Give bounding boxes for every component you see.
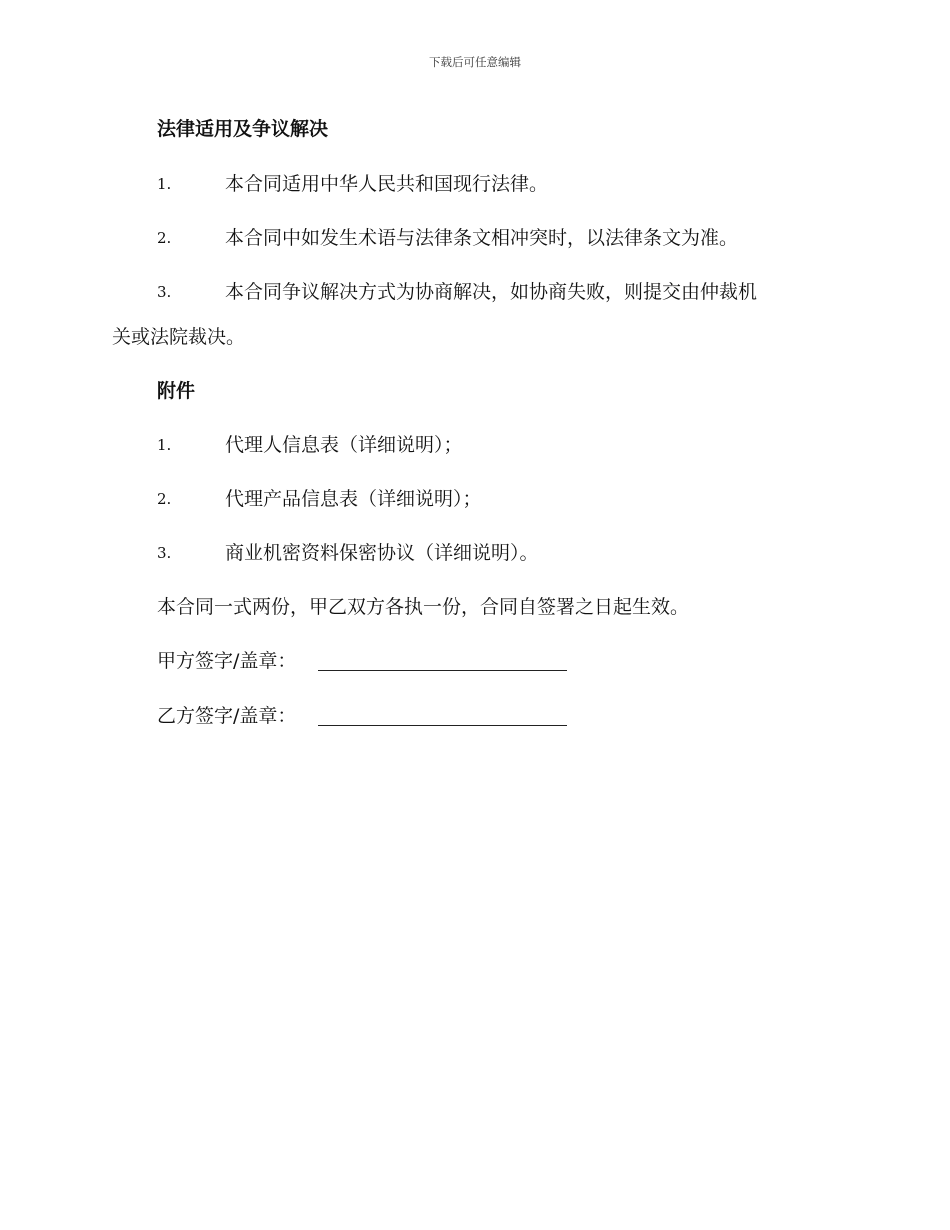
signature-line-party-a xyxy=(157,647,657,675)
list-item-text: 商业机密资料保密协议（详细说明）。 xyxy=(225,542,539,564)
list-item-text: 代理人信息表（详细说明）； xyxy=(225,434,463,456)
section-heading-attachments: 附件 xyxy=(157,380,196,402)
list-number: 2. xyxy=(157,229,172,247)
list-item-text: 代理产品信息表（详细说明）； xyxy=(225,488,482,510)
attachment-item-3 xyxy=(157,539,847,567)
signature-blank xyxy=(318,725,567,726)
list-item-text: 本合同中如发生术语与法律条文相冲突时，以法律条文为准。 xyxy=(225,227,739,249)
signature-blank xyxy=(318,670,567,671)
signature-label: 甲方签字/盖章： xyxy=(157,650,297,672)
list-number: 1. xyxy=(157,436,172,454)
header-note: 下载后可任意编辑 xyxy=(429,55,521,69)
signature-line-party-b xyxy=(157,702,657,730)
attachment-item-1 xyxy=(157,431,847,459)
list-item-text-line-1: 本合同争议解决方式为协商解决，如协商失败，则提交由仲裁机 xyxy=(225,281,758,303)
list-number: 1. xyxy=(157,175,172,193)
list-number: 3. xyxy=(157,544,172,562)
section-heading-law: 法律适用及争议解决 xyxy=(157,118,329,140)
list-item-text-line-2: 关或法院裁决。 xyxy=(112,326,246,348)
law-item-3 xyxy=(112,278,852,350)
law-item-1 xyxy=(157,170,847,198)
list-item-text: 本合同适用中华人民共和国现行法律。 xyxy=(225,173,549,195)
law-item-2 xyxy=(157,224,847,252)
closing-paragraph: 本合同一式两份，甲乙双方各执一份，合同自签署之日起生效。 xyxy=(157,596,690,618)
attachment-item-2 xyxy=(157,485,847,513)
list-number: 2. xyxy=(157,490,172,508)
list-number: 3. xyxy=(157,283,172,301)
signature-label: 乙方签字/盖章： xyxy=(157,705,297,727)
